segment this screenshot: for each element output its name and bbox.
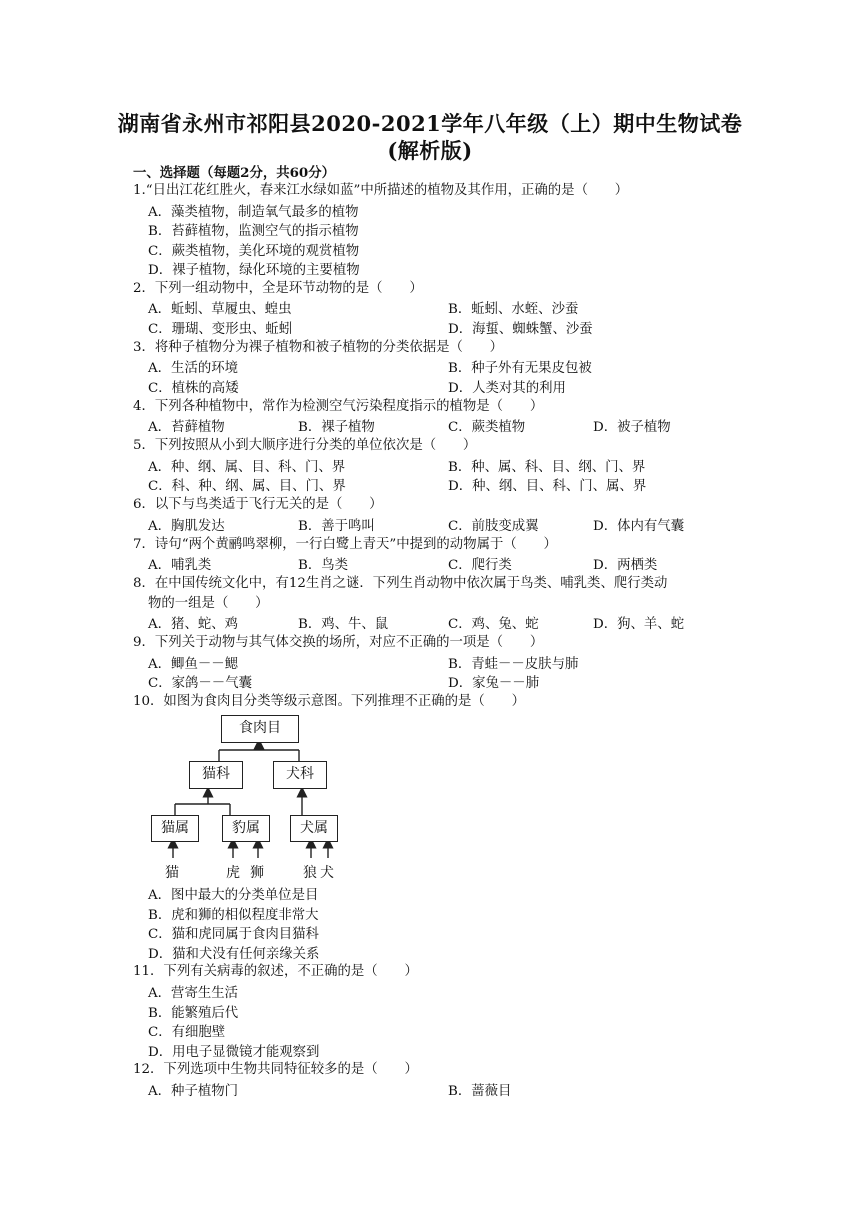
question-8-option-a: A．猪、蛇、鸡 — [148, 617, 239, 632]
question-5-option-b: B．种、属、科、目、纲、门、界 — [448, 460, 646, 475]
question-10-option-d: D．猫和犬没有任何亲缘关系 — [148, 947, 320, 962]
section-heading: 一、选择题（每题2分，共60分） — [133, 165, 336, 181]
question-12-stem: 12．下列选项中生物共同特征较多的是（ ） — [133, 1062, 418, 1077]
question-1-stem: 1.“日出江花红胜火，春来江水绿如蓝”中所描述的植物及其作用，正确的是（ ） — [133, 183, 629, 198]
leaf-dog: 犬 — [320, 865, 334, 881]
question-1-option-d: D．裸子植物，绿化环境的主要植物 — [148, 263, 360, 278]
question-6-option-d: D．体内有气囊 — [593, 519, 685, 534]
question-10-stem: 10．如图为食肉目分类等级示意图。下列推理不正确的是（ ） — [133, 694, 525, 709]
question-12-option-a: A．种子植物门 — [148, 1084, 239, 1099]
question-5-option-c: C．科、种、纲、属、目、门、界 — [148, 479, 346, 494]
question-5-stem: 5．下列按照从小到大顺序进行分类的单位依次是（ ） — [133, 438, 477, 453]
leaf-tiger: 虎 — [226, 865, 240, 881]
question-7-option-b: B．鸟类 — [298, 558, 349, 573]
question-10-option-b: B．虎和狮的相似程度非常大 — [148, 908, 319, 923]
question-9-option-c: C．家鸽－－气囊 — [148, 676, 252, 691]
question-1-option-a: A．藻类植物，制造氧气最多的植物 — [148, 205, 359, 220]
node-genus-felis: 猫属 — [151, 815, 199, 842]
question-9-option-b: B．青蛙－－皮肤与肺 — [448, 657, 579, 672]
question-7-stem: 7．诗句“两个黄鹂鸣翠柳，一行白鹭上青天”中提到的动物属于（ ） — [133, 537, 557, 552]
taxonomy-diagram — [140, 712, 360, 884]
node-family-dog: 犬科 — [273, 761, 327, 789]
question-7-option-d: D．两栖类 — [593, 558, 658, 573]
question-2-stem: 2．下列一组动物中，全是环节动物的是（ ） — [133, 281, 423, 296]
question-2-option-a: A．蚯蚓、草履虫、蝗虫 — [148, 302, 292, 317]
question-3-option-b: B．种子外有无果皮包被 — [448, 361, 592, 376]
question-8-stem: 8．在中国传统文化中，有12生肖之谜．下列生肖动物中依次属于鸟类、哺乳类、爬行类动 — [133, 576, 668, 591]
question-3-stem: 3．将种子植物分为裸子植物和被子植物的分类依据是（ ） — [133, 340, 504, 355]
question-1-option-c: C．蕨类植物，美化环境的观赏植物 — [148, 244, 360, 259]
leaf-lion: 狮 — [250, 865, 264, 881]
question-3-option-c: C．植株的高矮 — [148, 381, 239, 396]
question-12-option-b: B．蔷薇目 — [448, 1084, 512, 1099]
question-9-option-a: A．鲫鱼－－鳃 — [148, 657, 239, 672]
question-4-option-d: D．被子植物 — [593, 420, 671, 435]
question-2-option-d: D．海蜇、蜘蛛蟹、沙蚕 — [448, 322, 593, 337]
node-order: 食肉目 — [221, 715, 299, 743]
question-5-option-d: D．种、纲、目、科、门、属、界 — [448, 479, 647, 494]
question-8-option-b: B．鸡、牛、鼠 — [298, 617, 389, 632]
question-11-stem: 11．下列有关病毒的叙述，不正确的是（ ） — [133, 964, 418, 979]
question-8-option-d: D．狗、羊、蛇 — [593, 617, 685, 632]
question-4-stem: 4．下列各种植物中，常作为检测空气污染程度指示的植物是（ ） — [133, 399, 544, 414]
question-8-stem-continued: 物的一组是（ ） — [148, 596, 269, 611]
question-2-option-c: C．珊瑚、变形虫、蚯蚓 — [148, 322, 293, 337]
question-9-stem: 9．下列关于动物与其气体交换的场所，对应不正确的一项是（ ） — [133, 635, 544, 650]
title-line-1: 湖南省永州市祁阳县2020-2021学年八年级（上）期中生物试卷 — [117, 111, 743, 136]
question-3-option-d: D．人类对其的利用 — [448, 381, 566, 396]
leaf-cat: 猫 — [165, 865, 179, 881]
question-6-option-c: C．前肢变成翼 — [448, 519, 539, 534]
question-7-option-c: C．爬行类 — [448, 558, 512, 573]
question-4-option-c: C．蕨类植物 — [448, 420, 526, 435]
question-4-option-a: A．苔藓植物 — [148, 420, 225, 435]
node-family-cat: 猫科 — [189, 761, 243, 789]
question-10-option-a: A．图中最大的分类单位是目 — [148, 888, 319, 903]
question-9-option-d: D．家兔－－肺 — [448, 676, 540, 691]
question-5-option-a: A．种、纲、属、目、科、门、界 — [148, 460, 346, 475]
question-1-option-b: B．苔藓植物，监测空气的指示植物 — [148, 224, 359, 239]
question-3-option-a: A．生活的环境 — [148, 361, 239, 376]
question-6-stem: 6．以下与鸟类适于飞行无关的是（ ） — [133, 497, 383, 512]
question-10-option-c: C．猫和虎同属于食肉目猫科 — [148, 927, 319, 942]
title-line-2: (解析版) — [387, 138, 473, 163]
leaf-wolf: 狼 — [303, 865, 317, 881]
question-11-option-b: B．能繁殖后代 — [148, 1006, 239, 1021]
question-11-option-c: C．有细胞壁 — [148, 1025, 226, 1040]
question-11-option-a: A．营寄生生活 — [148, 986, 239, 1001]
question-2-option-b: B．蚯蚓、水蛭、沙蚕 — [448, 302, 579, 317]
question-7-option-a: A．哺乳类 — [148, 558, 212, 573]
question-6-option-b: B．善于鸣叫 — [298, 519, 375, 534]
node-genus-canis: 犬属 — [290, 815, 338, 842]
node-genus-panthera: 豹属 — [222, 815, 270, 842]
question-6-option-a: A．胸肌发达 — [148, 519, 225, 534]
question-11-option-d: D．用电子显微镜才能观察到 — [148, 1045, 320, 1060]
question-4-option-b: B．裸子植物 — [298, 420, 375, 435]
question-8-option-c: C．鸡、兔、蛇 — [448, 617, 539, 632]
